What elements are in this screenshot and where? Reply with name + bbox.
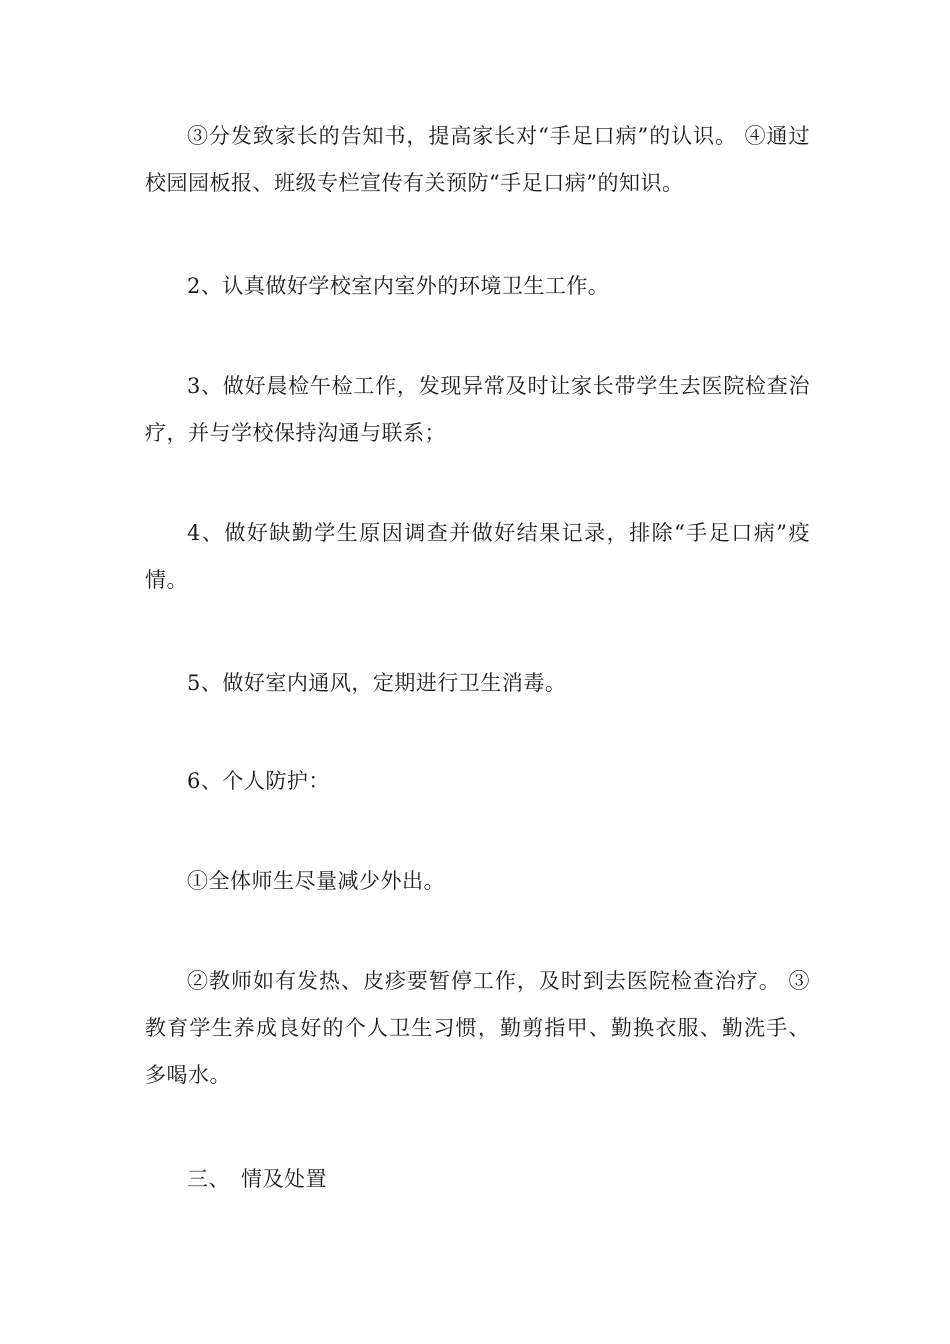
paragraph-teacher-student-hygiene: ②教师如有发热、皮疹要暂停工作，及时到去医院检查治疗。 ③教育学生养成良好的个人卫生习惯，勤剪指甲、勤换衣服、勤洗手、多喝水。 — [145, 969, 810, 1087]
paragraph-personal-protection: 6、个人防护： — [187, 769, 330, 793]
paragraph-reduce-outings: ①全体师生尽量减少外出。 — [187, 869, 445, 893]
section-heading-3: 三、 情及处置 — [187, 1167, 327, 1191]
paragraph-environment-hygiene: 2、认真做好学校室内室外的环境卫生工作。 — [187, 274, 610, 298]
paragraph-morning-check: 3、做好晨检午检工作，发现异常及时让家长带学生去医院检查治疗，并与学校保持沟通与联系； — [145, 374, 810, 445]
paragraph-absence-survey: 4、做好缺勤学生原因调查并做好结果记录，排除“手足口病”疫情。 — [145, 521, 810, 592]
paragraph-ventilation: 5、做好室内通风，定期进行卫生消毒。 — [187, 671, 567, 695]
paragraph-notice-and-board: ③分发致家长的告知书，提高家长对“手足口病”的认识。 ④通过校园园板报、班级专栏宣传有关预防“手足口病”的知识。 — [145, 124, 810, 195]
